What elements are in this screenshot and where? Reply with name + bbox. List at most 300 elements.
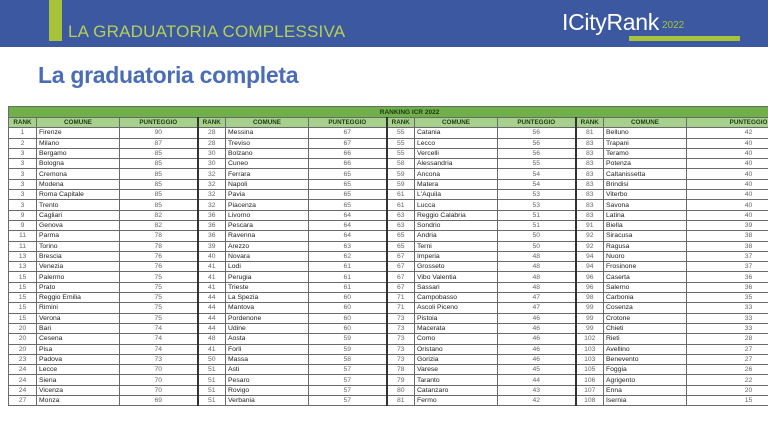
comune-cell: Bolzano (226, 148, 309, 158)
comune-cell: Belluno (604, 128, 687, 138)
comune-cell: Macerata (415, 323, 498, 333)
rank-cell: 32 (198, 179, 226, 189)
rank-cell: 67 (387, 251, 415, 261)
comune-cell: Matera (415, 179, 498, 189)
comune-cell: Torino (37, 241, 120, 251)
punteggio-cell: 63 (309, 241, 387, 251)
comune-cell: Sassari (415, 282, 498, 292)
rank-cell: 9 (9, 210, 37, 220)
rank-cell: 96 (576, 272, 604, 282)
punteggio-cell: 85 (120, 179, 198, 189)
comune-cell: Bari (37, 323, 120, 333)
table-row (9, 241, 768, 251)
rank-cell: 41 (198, 262, 226, 272)
rank-cell: 83 (576, 169, 604, 179)
punteggio-cell: 20 (687, 385, 768, 395)
comune-cell: Pordenone (226, 313, 309, 323)
punteggio-cell: 85 (120, 148, 198, 158)
comune-cell: Cuneo (226, 159, 309, 169)
table-row (9, 251, 768, 261)
rank-cell: 61 (387, 200, 415, 210)
punteggio-cell: 85 (120, 159, 198, 169)
punteggio-cell: 70 (120, 375, 198, 385)
comune-cell: Livorno (226, 210, 309, 220)
punteggio-cell: 61 (309, 262, 387, 272)
rank-cell: 83 (576, 159, 604, 169)
banner-title: LA GRADUATORIA COMPLESSIVA (68, 22, 346, 41)
rank-cell: 73 (387, 323, 415, 333)
rank-cell: 91 (576, 220, 604, 230)
comune-cell: Potenza (604, 159, 687, 169)
punteggio-cell: 78 (120, 231, 198, 241)
rank-cell: 44 (198, 323, 226, 333)
comune-cell: Teramo (604, 148, 687, 158)
rank-header: RANK (576, 118, 604, 128)
comune-cell: Forlì (226, 344, 309, 354)
punteggio-cell: 37 (687, 251, 768, 261)
comune-cell: Asti (226, 365, 309, 375)
comune-cell: Prato (37, 282, 120, 292)
rank-cell: 106 (576, 375, 604, 385)
comune-cell: Salerno (604, 282, 687, 292)
comune-cell: L'Aquila (415, 190, 498, 200)
comune-cell: Benevento (604, 354, 687, 364)
comune-cell: Gorizia (415, 354, 498, 364)
table-row (9, 313, 768, 323)
punteggio-cell: 46 (498, 313, 576, 323)
logo-year: 2022 (662, 20, 685, 31)
comune-cell: Foggia (604, 365, 687, 375)
punteggio-cell: 36 (687, 282, 768, 292)
rank-cell: 99 (576, 303, 604, 313)
rank-cell: 36 (198, 220, 226, 230)
punteggio-cell: 67 (309, 138, 387, 148)
rank-cell: 73 (387, 354, 415, 364)
comune-cell: Firenze (37, 128, 120, 138)
rank-cell: 98 (576, 293, 604, 303)
rank-cell: 55 (387, 148, 415, 158)
punteggio-header: PUNTEGGIO (120, 118, 198, 128)
comune-cell: Lodi (226, 262, 309, 272)
rank-cell: 41 (198, 272, 226, 282)
comune-cell: Oristano (415, 344, 498, 354)
punteggio-cell: 27 (687, 344, 768, 354)
rank-cell: 2 (9, 138, 37, 148)
punteggio-cell: 57 (309, 396, 387, 406)
rank-cell: 9 (9, 220, 37, 230)
comune-cell: Rieti (604, 334, 687, 344)
punteggio-cell: 36 (687, 272, 768, 282)
rank-cell: 83 (576, 138, 604, 148)
comune-cell: Trapani (604, 138, 687, 148)
comune-cell: Ravenna (226, 231, 309, 241)
rank-cell: 3 (9, 148, 37, 158)
table-row (9, 272, 768, 282)
punteggio-cell: 46 (498, 334, 576, 344)
comune-header: COMUNE (37, 118, 120, 128)
comune-cell: Andria (415, 231, 498, 241)
rank-cell: 44 (198, 293, 226, 303)
punteggio-cell: 56 (498, 148, 576, 158)
rank-cell: 79 (387, 375, 415, 385)
comune-header: COMUNE (226, 118, 309, 128)
rank-cell: 67 (387, 262, 415, 272)
comune-cell: Vicenza (37, 385, 120, 395)
punteggio-cell: 75 (120, 303, 198, 313)
rank-cell: 102 (576, 334, 604, 344)
punteggio-cell: 66 (309, 148, 387, 158)
rank-cell: 83 (576, 148, 604, 158)
punteggio-cell: 38 (687, 231, 768, 241)
accent-bar (49, 0, 62, 41)
comune-cell: Genova (37, 220, 120, 230)
rank-cell: 73 (387, 313, 415, 323)
comune-cell: Parma (37, 231, 120, 241)
rank-cell: 80 (387, 385, 415, 395)
comune-cell: Messina (226, 128, 309, 138)
table-row (9, 396, 768, 406)
table-row (9, 138, 768, 148)
table-row (9, 169, 768, 179)
punteggio-cell: 40 (687, 190, 768, 200)
rank-cell: 94 (576, 262, 604, 272)
punteggio-cell: 75 (120, 313, 198, 323)
comune-cell: Palermo (37, 272, 120, 282)
comune-cell: Vibo Valentia (415, 272, 498, 282)
comune-cell: Pavia (226, 190, 309, 200)
comune-cell: Verbania (226, 396, 309, 406)
punteggio-cell: 58 (309, 354, 387, 364)
table-row (9, 282, 768, 292)
punteggio-cell: 51 (498, 220, 576, 230)
punteggio-cell: 85 (120, 169, 198, 179)
table-row (9, 344, 768, 354)
comune-cell: Venezia (37, 262, 120, 272)
comune-cell: Caserta (604, 272, 687, 282)
rank-cell: 41 (198, 282, 226, 292)
rank-cell: 20 (9, 323, 37, 333)
rank-cell: 65 (387, 231, 415, 241)
punteggio-cell: 40 (687, 148, 768, 158)
rank-cell: 20 (9, 334, 37, 344)
punteggio-cell: 48 (498, 272, 576, 282)
icityrank-logo (562, 9, 684, 41)
rank-cell: 92 (576, 231, 604, 241)
punteggio-header: PUNTEGGIO (309, 118, 387, 128)
punteggio-cell: 65 (309, 200, 387, 210)
punteggio-cell: 39 (687, 220, 768, 230)
punteggio-cell: 69 (120, 396, 198, 406)
punteggio-cell: 74 (120, 323, 198, 333)
table-row (9, 365, 768, 375)
comune-cell: Rovigo (226, 385, 309, 395)
punteggio-cell: 22 (687, 375, 768, 385)
rank-cell: 55 (387, 128, 415, 138)
rank-cell: 40 (198, 251, 226, 261)
table-row (9, 375, 768, 385)
punteggio-cell: 40 (687, 159, 768, 169)
table-row (9, 334, 768, 344)
punteggio-cell: 55 (498, 159, 576, 169)
comune-cell: Ascoli Piceno (415, 303, 498, 313)
punteggio-cell: 74 (120, 334, 198, 344)
rank-cell: 27 (9, 396, 37, 406)
rank-cell: 3 (9, 200, 37, 210)
punteggio-header: PUNTEGGIO (498, 118, 576, 128)
page-title: La graduatoria completa (38, 62, 299, 88)
table-row (9, 293, 768, 303)
punteggio-cell: 48 (498, 282, 576, 292)
table-row (9, 262, 768, 272)
punteggio-cell: 28 (687, 334, 768, 344)
comune-cell: Ferrara (226, 169, 309, 179)
punteggio-cell: 57 (309, 375, 387, 385)
comune-cell: Cesena (37, 334, 120, 344)
comune-cell: Imperia (415, 251, 498, 261)
rank-cell: 48 (198, 334, 226, 344)
rank-cell: 15 (9, 272, 37, 282)
comune-cell: Massa (226, 354, 309, 364)
rank-cell: 71 (387, 293, 415, 303)
punteggio-cell: 90 (120, 128, 198, 138)
rank-cell: 99 (576, 323, 604, 333)
rank-cell: 36 (198, 231, 226, 241)
comune-cell: Como (415, 334, 498, 344)
comune-cell: Brindisi (604, 179, 687, 189)
ranking-table (8, 106, 768, 406)
punteggio-cell: 53 (498, 190, 576, 200)
punteggio-cell: 65 (309, 179, 387, 189)
table-row (9, 210, 768, 220)
punteggio-cell: 64 (309, 210, 387, 220)
comune-cell: La Spezia (226, 293, 309, 303)
comune-cell: Treviso (226, 138, 309, 148)
comune-cell: Lecco (415, 138, 498, 148)
comune-cell: Frosinone (604, 262, 687, 272)
rank-cell: 83 (576, 200, 604, 210)
punteggio-cell: 62 (309, 251, 387, 261)
rank-header: RANK (387, 118, 415, 128)
comune-cell: Cosenza (604, 303, 687, 313)
punteggio-cell: 65 (309, 169, 387, 179)
rank-cell: 92 (576, 241, 604, 251)
comune-cell: Alessandria (415, 159, 498, 169)
punteggio-cell: 60 (309, 293, 387, 303)
comune-cell: Caltanissetta (604, 169, 687, 179)
comune-cell: Siracusa (604, 231, 687, 241)
rank-cell: 83 (576, 210, 604, 220)
comune-cell: Trieste (226, 282, 309, 292)
comune-cell: Cremona (37, 169, 120, 179)
punteggio-cell: 56 (498, 138, 576, 148)
rank-cell: 15 (9, 293, 37, 303)
punteggio-cell: 15 (687, 396, 768, 406)
rank-cell: 13 (9, 262, 37, 272)
punteggio-cell: 57 (309, 365, 387, 375)
rank-cell: 103 (576, 354, 604, 364)
punteggio-cell: 40 (687, 138, 768, 148)
rank-cell: 3 (9, 159, 37, 169)
comune-cell: Roma Capitale (37, 190, 120, 200)
comune-cell: Isernia (604, 396, 687, 406)
punteggio-cell: 59 (309, 334, 387, 344)
rank-cell: 3 (9, 190, 37, 200)
punteggio-cell: 33 (687, 323, 768, 333)
punteggio-cell: 57 (309, 385, 387, 395)
table-row (9, 354, 768, 364)
punteggio-cell: 82 (120, 220, 198, 230)
comune-cell: Monza (37, 396, 120, 406)
punteggio-cell: 75 (120, 272, 198, 282)
rank-cell: 23 (9, 354, 37, 364)
punteggio-cell: 50 (498, 231, 576, 241)
punteggio-cell: 43 (498, 385, 576, 395)
rank-cell: 83 (576, 190, 604, 200)
comune-cell: Nuoro (604, 251, 687, 261)
punteggio-cell: 53 (498, 200, 576, 210)
rank-cell: 105 (576, 365, 604, 375)
comune-cell: Ancona (415, 169, 498, 179)
rank-cell: 51 (198, 365, 226, 375)
comune-cell: Chieti (604, 323, 687, 333)
rank-cell: 63 (387, 220, 415, 230)
comune-cell: Milano (37, 138, 120, 148)
comune-cell: Arezzo (226, 241, 309, 251)
rank-cell: 96 (576, 282, 604, 292)
punteggio-cell: 46 (498, 323, 576, 333)
comune-cell: Latina (604, 210, 687, 220)
comune-cell: Varese (415, 365, 498, 375)
punteggio-cell: 51 (498, 210, 576, 220)
rank-cell: 59 (387, 169, 415, 179)
comune-cell: Trento (37, 200, 120, 210)
comune-cell: Pesaro (226, 375, 309, 385)
rank-cell: 67 (387, 282, 415, 292)
punteggio-cell: 85 (120, 190, 198, 200)
rank-cell: 63 (387, 210, 415, 220)
comune-cell: Taranto (415, 375, 498, 385)
comune-cell: Lucca (415, 200, 498, 210)
comune-cell: Terni (415, 241, 498, 251)
rank-cell: 71 (387, 303, 415, 313)
comune-cell: Bergamo (37, 148, 120, 158)
comune-cell: Perugia (226, 272, 309, 282)
rank-cell: 39 (198, 241, 226, 251)
rank-cell: 32 (198, 200, 226, 210)
rank-cell: 30 (198, 148, 226, 158)
rank-cell: 3 (9, 179, 37, 189)
punteggio-cell: 40 (687, 210, 768, 220)
comune-cell: Biella (604, 220, 687, 230)
rank-cell: 59 (387, 179, 415, 189)
comune-cell: Campobasso (415, 293, 498, 303)
punteggio-cell: 61 (309, 282, 387, 292)
comune-cell: Enna (604, 385, 687, 395)
comune-cell: Rimini (37, 303, 120, 313)
rank-cell: 51 (198, 375, 226, 385)
rank-cell: 103 (576, 344, 604, 354)
comune-cell: Agrigento (604, 375, 687, 385)
punteggio-cell: 76 (120, 251, 198, 261)
punteggio-cell: 48 (498, 251, 576, 261)
header-banner (0, 0, 768, 47)
ranking-table-container (8, 106, 768, 406)
rank-cell: 107 (576, 385, 604, 395)
punteggio-cell: 74 (120, 344, 198, 354)
rank-cell: 81 (576, 128, 604, 138)
punteggio-cell: 66 (309, 159, 387, 169)
punteggio-cell: 40 (687, 169, 768, 179)
punteggio-cell: 60 (309, 323, 387, 333)
punteggio-cell: 40 (687, 200, 768, 210)
punteggio-cell: 67 (309, 128, 387, 138)
rank-cell: 58 (387, 159, 415, 169)
rank-cell: 15 (9, 303, 37, 313)
punteggio-header: PUNTEGGIO (687, 118, 768, 128)
rank-cell: 24 (9, 385, 37, 395)
rank-cell: 1 (9, 128, 37, 138)
rank-cell: 51 (198, 385, 226, 395)
comune-cell: Reggio Calabria (415, 210, 498, 220)
rank-cell: 61 (387, 190, 415, 200)
rank-cell: 28 (198, 128, 226, 138)
table-row (9, 220, 768, 230)
punteggio-cell: 44 (498, 375, 576, 385)
rank-cell: 41 (198, 344, 226, 354)
punteggio-cell: 46 (498, 344, 576, 354)
punteggio-cell: 48 (498, 262, 576, 272)
rank-cell: 11 (9, 231, 37, 241)
rank-cell: 94 (576, 251, 604, 261)
rank-cell: 36 (198, 210, 226, 220)
comune-cell: Modena (37, 179, 120, 189)
table-row (9, 231, 768, 241)
punteggio-cell: 40 (687, 179, 768, 189)
rank-cell: 32 (198, 169, 226, 179)
punteggio-cell: 42 (498, 396, 576, 406)
table-row (9, 323, 768, 333)
rank-cell: 13 (9, 251, 37, 261)
comune-cell: Brescia (37, 251, 120, 261)
comune-cell: Reggio Emilia (37, 293, 120, 303)
punteggio-cell: 73 (120, 354, 198, 364)
punteggio-cell: 75 (120, 282, 198, 292)
rank-cell: 108 (576, 396, 604, 406)
comune-header: COMUNE (604, 118, 687, 128)
rank-cell: 50 (198, 354, 226, 364)
comune-cell: Catania (415, 128, 498, 138)
punteggio-cell: 37 (687, 262, 768, 272)
comune-cell: Catanzaro (415, 385, 498, 395)
comune-cell: Ragusa (604, 241, 687, 251)
comune-cell: Pescara (226, 220, 309, 230)
comune-cell: Novara (226, 251, 309, 261)
punteggio-cell: 70 (120, 385, 198, 395)
table-row (9, 148, 768, 158)
rank-cell: 99 (576, 313, 604, 323)
comune-cell: Vercelli (415, 148, 498, 158)
table-header-row (9, 118, 768, 128)
comune-cell: Lecce (37, 365, 120, 375)
table-row (9, 128, 768, 138)
comune-cell: Sondrio (415, 220, 498, 230)
punteggio-cell: 60 (309, 303, 387, 313)
comune-cell: Pistoia (415, 313, 498, 323)
comune-cell: Savona (604, 200, 687, 210)
rank-cell: 24 (9, 375, 37, 385)
table-row (9, 159, 768, 169)
rank-cell: 15 (9, 313, 37, 323)
